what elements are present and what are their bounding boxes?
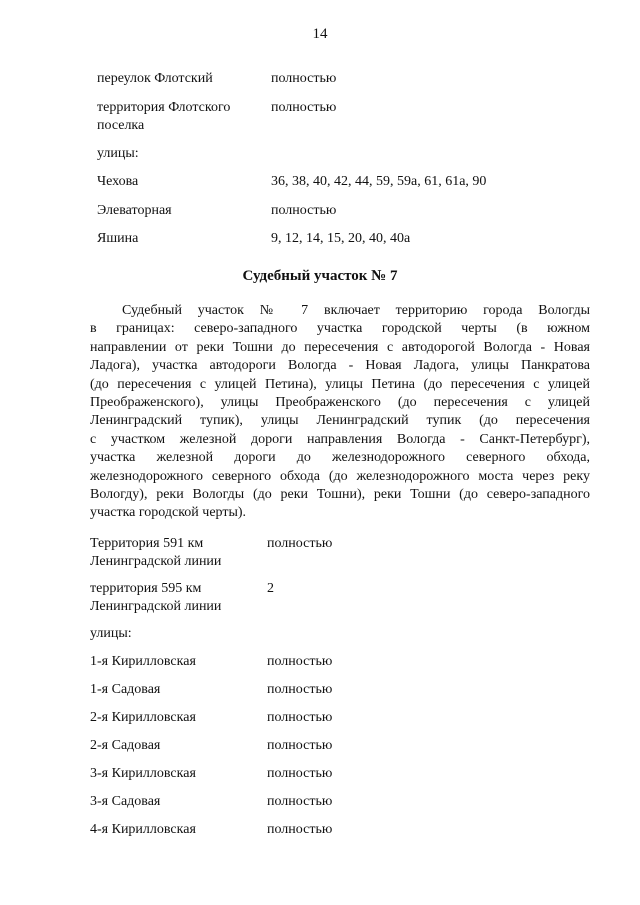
- street-coverage: полностью: [271, 203, 337, 218]
- street-coverage: полностью: [267, 738, 333, 753]
- street-coverage: 2: [267, 581, 274, 596]
- street-name: 1-я Кирилловская: [90, 654, 196, 669]
- street-coverage: полностью: [267, 710, 333, 725]
- paragraph-line: (до пересечения с улицей Петина), улицы Петина (до пересечения с улицей: [90, 376, 590, 392]
- street-coverage: полностью: [267, 766, 333, 781]
- paragraph-line: Судебный участок № 7 включает территорию города Вологды: [122, 303, 590, 318]
- paragraph-line: Преображенского), улицы Преображенского (до пересечения с улицей: [90, 395, 590, 411]
- paragraph-line: железнодорожного северного обхода (до железнодорожного моста через реку: [90, 468, 590, 484]
- paragraph-line: участка городской черты).: [90, 505, 247, 521]
- paragraph-line: направлении от реки Тошни до пересечения с автодорогой Вологда - Новая: [90, 339, 590, 355]
- street-name: переулок Флотский: [97, 71, 213, 86]
- street-name: Элеваторная: [97, 203, 172, 218]
- paragraph-line: участка железной дороги до железнодорожного северного обхода,: [90, 450, 590, 466]
- paragraph-line: Ленинградский тупик), улицы Ленинградский тупик (до пересечения: [90, 413, 590, 429]
- street-coverage: полностью: [267, 682, 333, 697]
- street-coverage: полностью: [267, 536, 333, 551]
- street-coverage: полностью: [267, 822, 333, 837]
- page-number: 14: [312, 26, 328, 42]
- description-paragraph: [90, 302, 590, 523]
- street-name: 1-я Садовая: [90, 682, 161, 697]
- street-name: 4-я Кирилловская: [90, 822, 196, 837]
- street-name: 3-я Садовая: [90, 794, 161, 809]
- paragraph-line: Ладога), участка автодороги Вологда - Новая Ладога, улицы Панкратова: [90, 358, 590, 374]
- street-coverage: полностью: [267, 654, 333, 669]
- territory-name: Территория 591 км Ленинградской линии: [90, 536, 222, 569]
- street-name: Яшина: [97, 231, 139, 246]
- street-coverage: полностью: [267, 794, 333, 809]
- territory-name: территория 595 км Ленинградской линии: [90, 581, 222, 614]
- street-coverage: полностью: [271, 100, 337, 115]
- street-coverage: 9, 12, 14, 15, 20, 40, 40а: [271, 231, 411, 246]
- street-name: 2-я Кирилловская: [90, 710, 196, 725]
- street-name: территория Флотского поселка: [97, 100, 231, 133]
- street-name: 2-я Садовая: [90, 738, 161, 753]
- street-name: Чехова: [97, 174, 139, 189]
- street-coverage: 36, 38, 40, 42, 44, 59, 59а, 61, 61а, 90: [271, 174, 487, 189]
- streets-heading: улицы:: [90, 626, 132, 641]
- street-coverage: полностью: [271, 71, 337, 86]
- section-heading: Судебный участок № 7: [242, 268, 398, 284]
- paragraph-line: в границах: северо-западного участка городской черты (в южном: [90, 321, 590, 337]
- paragraph-line: с участком железной дороги направления Вологда - Санкт-Петербург),: [90, 431, 590, 447]
- streets-heading: улицы:: [97, 146, 139, 161]
- street-name: 3-я Кирилловская: [90, 766, 196, 781]
- paragraph-line: Вологду), реки Вологды (до реки Тошни), реки Тошни (до северо-западного: [90, 487, 590, 503]
